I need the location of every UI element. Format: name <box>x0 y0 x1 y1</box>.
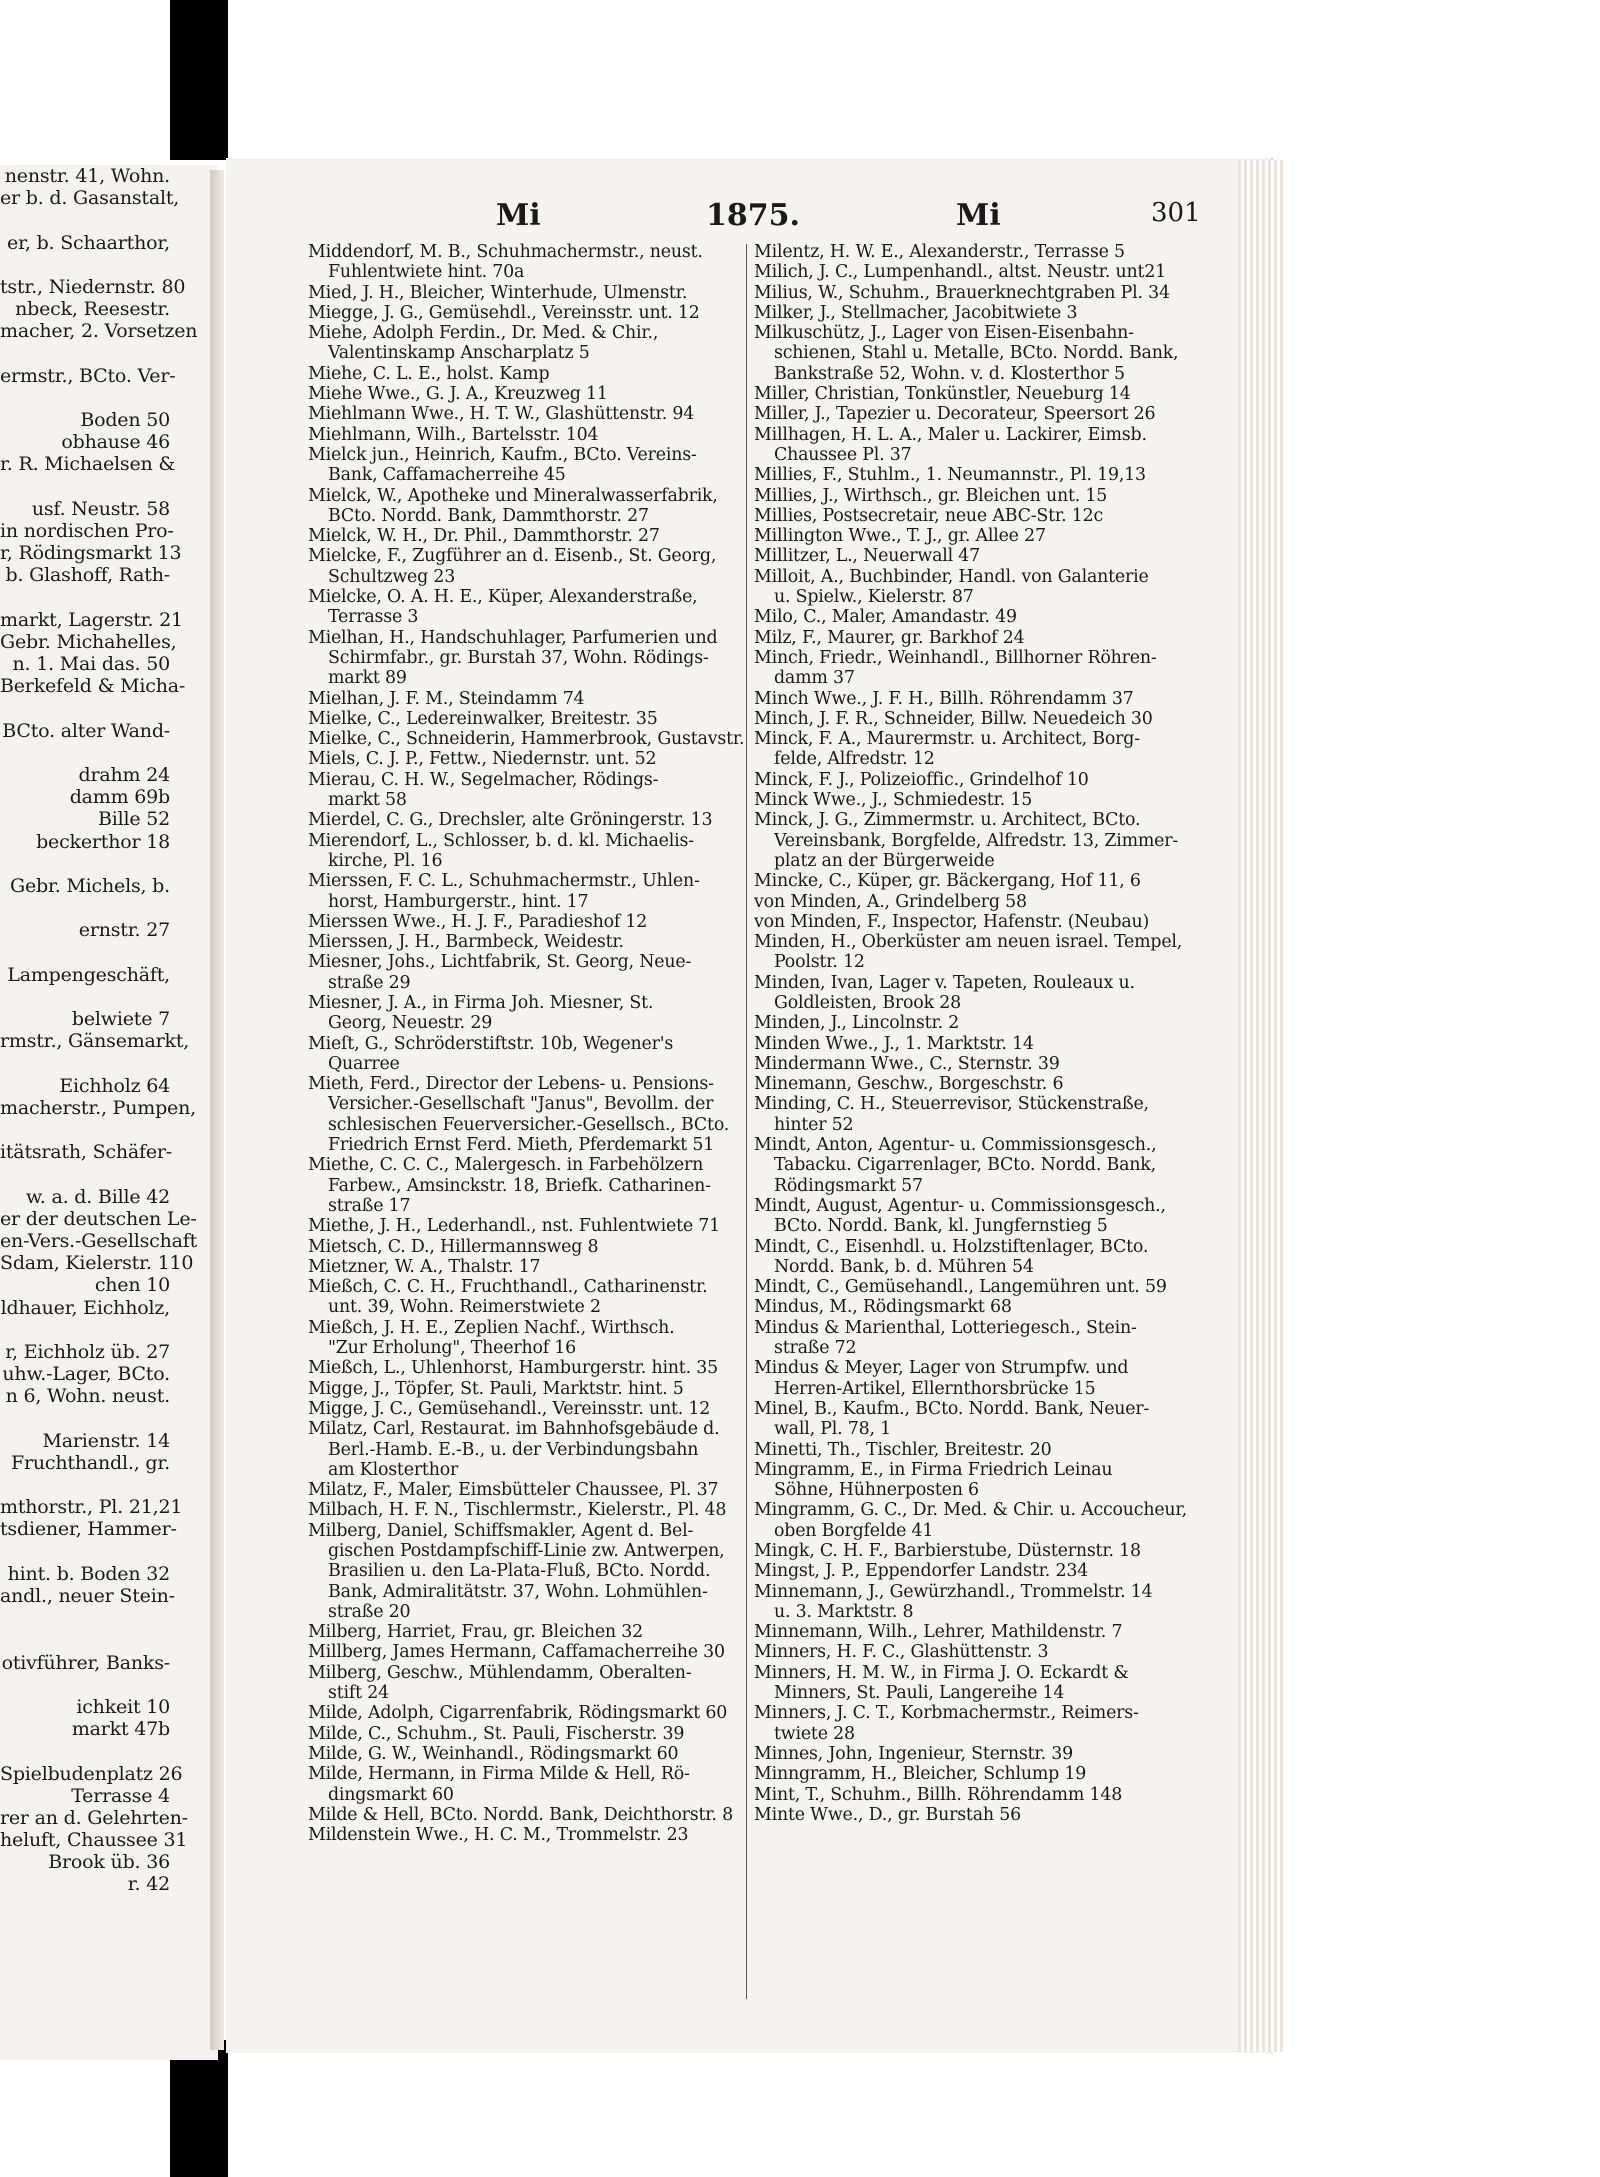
left-page-line: hint. b. Boden 32 <box>7 1562 170 1585</box>
left-page-line <box>0 986 218 1008</box>
entry-continuation: felde, Alfredstr. 12 <box>774 749 935 770</box>
entry-continuation: markt 89 <box>328 668 407 689</box>
directory-entry: Minners, J. C. T., Korbmachermstr., Reimers- <box>754 1703 1139 1724</box>
left-page-line: Brook üb. 36 <box>48 1851 170 1874</box>
directory-entry: Millies, F., Stuhlm., 1. Neumannstr., Pl. 19,13 <box>754 465 1146 486</box>
directory-entry: Minden, J., Lincolnstr. 2 <box>754 1013 960 1034</box>
left-page-line <box>0 853 218 875</box>
left-page-line: chen 10 <box>94 1274 170 1297</box>
column-b <box>754 242 1224 1825</box>
directory-entry: Milde, Hermann, in Firma Milde & Hell, Rö- <box>308 1764 690 1785</box>
entry-continuation: Bank, Caffamacherreihe 45 <box>328 465 566 486</box>
directory-entry: Mindt, C., Gemüsehandl., Langemühren unt. 59 <box>754 1277 1167 1298</box>
entry-continuation: Goldleisten, Brook 28 <box>774 992 961 1013</box>
directory-entry: Minden, Ivan, Lager v. Tapeten, Rouleaux u. <box>754 972 1135 993</box>
left-page-line: markt, Lagerstr. 21 <box>0 608 183 631</box>
left-page-line <box>0 1674 218 1696</box>
left-page-line: Gebr. Michahelles, <box>0 630 177 653</box>
left-page-line <box>0 587 218 609</box>
right-page <box>226 158 1273 2053</box>
entry-continuation: Schirmfabr., gr. Burstah 37, Wohn. Rödings- <box>328 647 709 668</box>
left-page-line: tstr., Niedernstr. 80 <box>0 275 186 298</box>
entry-continuation: straße 29 <box>328 972 411 993</box>
left-page-line: Sdam, Kielerstr. 110 <box>0 1252 194 1275</box>
directory-entry: Millitzer, L., Neuerwall 47 <box>754 546 981 567</box>
left-page-line: n 6, Wohn. neust. <box>5 1385 170 1408</box>
left-page-line <box>0 742 218 764</box>
left-page-line: heluft, Chaussee 31 <box>0 1829 188 1852</box>
entry-continuation: Bankstraße 52, Wohn. v. d. Klosterthor 5 <box>774 363 1125 384</box>
left-page-line: beckerthor 18 <box>36 830 170 853</box>
scan-bar-top <box>170 0 228 160</box>
left-page-line: rmstr., Gänsemarkt, <box>0 1030 190 1053</box>
left-page-line: rer an d. Gelehrten- <box>0 1806 188 1829</box>
directory-entry: Milich, J. C., Lumpenhandl., altst. Neustr. unt21 <box>754 262 1167 283</box>
entry-continuation: straße 72 <box>774 1338 857 1359</box>
left-page-line: macher, 2. Vorsetzen <box>0 320 198 343</box>
directory-entry: Mindus & Marienthal, Lotteriegesch., Stein- <box>754 1317 1137 1338</box>
entry-continuation: Valentinskamp Anscharplatz 5 <box>328 343 590 364</box>
left-page-line: r. R. Michaelsen & <box>0 453 176 476</box>
entry-continuation: BCto. Nordd. Bank, kl. Jungfernstieg 5 <box>774 1216 1108 1237</box>
directory-entry: Minners, H. M. W., in Firma J. O. Eckardt & <box>754 1662 1129 1683</box>
directory-entry: Mierendorf, L., Schlosser, b. d. kl. Michaelis- <box>308 830 694 851</box>
entry-continuation: u. 3. Marktstr. 8 <box>774 1601 914 1622</box>
directory-entry: Miesner, Johs., Lichtfabrik, St. Georg, Neue- <box>308 952 692 973</box>
directory-entry: Mingramm, E., in Firma Friedrich Leinau <box>754 1459 1113 1480</box>
directory-entry: Mielcke, O. A. H. E., Küper, Alexanderstraße, <box>308 587 698 608</box>
directory-entry: Minemann, Geschw., Borgeschstr. 6 <box>754 1074 1064 1095</box>
directory-entry: Mingramm, G. C., Dr. Med. & Chir. u. Accoucheur, <box>754 1500 1187 1521</box>
directory-entry: Mielke, C., Schneiderin, Hammerbrook, Gustavstr. <box>308 729 745 750</box>
directory-entry: Mieſt, G., Schröderstiftstr. 10b, Wegener's <box>308 1033 674 1054</box>
entry-continuation: Farbew., Amsinckstr. 18, Briefk. Catharinen- <box>328 1175 711 1196</box>
left-page-line: uhw.-Lager, BCto. <box>2 1363 170 1386</box>
directory-entry: Mindt, C., Eisenhdl. u. Holzstiftenlager, BCto. <box>754 1236 1149 1257</box>
left-page-line <box>0 1319 218 1341</box>
directory-entry: Migge, J., Töpfer, St. Pauli, Marktstr. hint. 5 <box>308 1378 684 1399</box>
entry-continuation: wall, Pl. 78, 1 <box>774 1419 892 1440</box>
directory-entry: Mielck, W., Apotheke und Mineralwasserfabrik, <box>308 485 718 506</box>
left-page-line <box>0 1629 218 1651</box>
left-page-line: nbeck, Reesestr. <box>15 298 170 321</box>
entry-continuation: straße 17 <box>328 1195 411 1216</box>
directory-entry: Minte Wwe., D., gr. Burstah 56 <box>754 1804 1021 1825</box>
left-page-line: markt 47b <box>71 1718 170 1741</box>
directory-entry: Minding, C. H., Steuerrevisor, Stückenstraße, <box>754 1094 1149 1115</box>
directory-entry: Milz, F., Maurer, gr. Barkhof 24 <box>754 627 1025 648</box>
left-page-line: Eichholz 64 <box>59 1074 170 1097</box>
directory-entry: Mingst, J. P., Eppendorfer Landstr. 234 <box>754 1561 1089 1582</box>
directory-entry: Mierssen Wwe., H. J. F., Paradieshof 12 <box>308 911 648 932</box>
left-page-line: r, Eichholz üb. 27 <box>5 1340 170 1363</box>
directory-entry: Minngramm, H., Bleicher, Schlump 19 <box>754 1764 1087 1785</box>
left-page-line <box>0 1163 218 1185</box>
left-page-line <box>0 1119 218 1141</box>
entry-continuation: Poolstr. 12 <box>774 952 865 973</box>
directory-entry: Milentz, H. W. E., Alexanderstr., Terrasse 5 <box>754 242 1125 262</box>
directory-entry: Milde, G. W., Weinhandl., Rödingsmarkt 60 <box>308 1743 679 1764</box>
directory-entry: Mierssen, F. C. L., Schuhmachermstr., Uhlen- <box>308 871 700 892</box>
directory-entry: Middendorf, M. B., Schuhmachermstr., neust. <box>308 242 703 262</box>
directory-entry: Miehe Wwe., G. J. A., Kreuzweg 11 <box>308 384 608 405</box>
directory-entry: Mingk, C. H. F., Barbierstube, Düsternstr. 18 <box>754 1541 1141 1561</box>
entry-continuation: u. Spielw., Kielerstr. 87 <box>774 587 974 608</box>
entry-continuation: schlesischen Feuerversicher.-Gesellsch., BCto. <box>328 1114 730 1135</box>
directory-entry: Millies, Postsecretair, neue ABC-Str. 12c <box>754 505 1104 526</box>
directory-entry: Mielcke, F., Zugführer an d. Eisenb., St. Georg, <box>308 546 717 567</box>
directory-entry: Miels, C. J. P., Fettw., Niedernstr. unt. 52 <box>308 749 657 770</box>
directory-entry: Mießch, C. C. H., Fruchthandl., Catharinenstr. <box>308 1277 708 1298</box>
directory-entry: Mied, J. H., Bleicher, Winterhude, Ulmenstr. <box>308 282 688 303</box>
directory-entry: Miller, J., Tapezier u. Decorateur, Speersort 26 <box>754 404 1156 425</box>
left-page-line: ernstr. 27 <box>78 919 170 942</box>
left-page-line <box>0 1474 218 1496</box>
directory-entry: von Minden, F., Inspector, Hafenstr. (Neubau) <box>754 911 1150 932</box>
left-page-line: r. 42 <box>127 1873 170 1896</box>
entry-continuation: Chaussee Pl. 37 <box>774 444 912 465</box>
entry-continuation: damm 37 <box>774 668 855 689</box>
directory-entry: Mindermann Wwe., C., Sternstr. 39 <box>754 1053 1060 1074</box>
directory-entry: Milde & Hell, BCto. Nordd. Bank, Deichthorstr. 8 <box>308 1804 733 1825</box>
directory-entry: Miehlmann Wwe., H. T. W., Glashüttenstr. 94 <box>308 404 695 425</box>
left-page-line: nenstr. 41, Wohn. <box>4 165 170 187</box>
entry-continuation: "Zur Erholung", Theerhof 16 <box>328 1338 577 1359</box>
left-page-line: Boden 50 <box>80 409 170 432</box>
directory-entry: Mießch, L., Uhlenhorst, Hamburgerstr. hint. 35 <box>308 1358 718 1379</box>
directory-entry: Milloit, A., Buchbinder, Handl. von Galanterie <box>754 566 1149 587</box>
left-page-line <box>0 476 218 498</box>
directory-entry: Mielke, C., Ledereinwalker, Breitestr. 35 <box>308 708 658 729</box>
left-page-line: Gebr. Michels, b. <box>9 875 170 897</box>
scan-bar-bottom <box>170 2040 228 2177</box>
directory-entry: Miehe, C. L. E., holst. Kamp <box>308 363 550 384</box>
directory-entry: Mieth, Ferd., Director der Lebens- u. Pensions- <box>308 1074 714 1095</box>
directory-entry: Mierdel, C. G., Drechsler, alte Gröningerstr. 13 <box>308 810 713 831</box>
left-page-line <box>0 343 218 365</box>
left-page-line <box>0 897 218 919</box>
left-page-line: ichkeit 10 <box>76 1695 170 1718</box>
entry-continuation: platz an der Bürgerweide <box>774 850 995 871</box>
directory-entry: Minnemann, Wilh., Lehrer, Mathildenstr. 7 <box>754 1622 1123 1643</box>
directory-entry: Minck Wwe., J., Schmiedestr. 15 <box>754 790 1033 811</box>
directory-entry: Mincke, C., Küper, gr. Bäckergang, Hof 11, 6 <box>754 871 1141 892</box>
entry-continuation: Fuhlentwiete hint. 70a <box>328 262 525 283</box>
left-page-line <box>0 209 218 231</box>
left-page-line: Lampengeschäft, <box>7 963 170 986</box>
left-page-line: Bille 52 <box>97 808 170 831</box>
left-page-line: andl., neuer Stein- <box>0 1585 175 1607</box>
directory-entry: Millhagen, H. L. A., Maler u. Lackirer, Eimsb. <box>754 424 1147 445</box>
directory-entry: Mildenstein Wwe., H. C. M., Trommelstr. 23 <box>308 1825 689 1846</box>
page-number: 301 <box>1151 198 1201 228</box>
entry-continuation: Schultzweg 23 <box>328 566 456 587</box>
directory-entry: Mierau, C. H. W., Segelmacher, Rödings- <box>308 769 659 790</box>
entry-continuation: gischen Postdampfschiff-Linie zw. Antwerpen, <box>328 1541 725 1561</box>
directory-entry: Miehe, Adolph Ferdin., Dr. Med. & Chir., <box>308 323 659 344</box>
directory-entry: Mielhan, H., Handschuhlager, Parfumerien und <box>308 627 718 648</box>
left-page-line <box>0 1607 218 1629</box>
left-page-line: belwiete 7 <box>71 1008 170 1031</box>
directory-entry: Miesner, J. A., in Firma Joh. Miesner, St. <box>308 992 654 1013</box>
left-page-line: macherstr., Pumpen, <box>0 1096 196 1119</box>
column-a <box>308 242 748 1845</box>
left-page-line: tsdiener, Hammer- <box>0 1518 177 1541</box>
directory-entry: Mietzner, W. A., Thalstr. 17 <box>308 1256 541 1277</box>
directory-entry: Minden, H., Oberküster am neuen israel. Tempel, <box>754 932 1183 953</box>
directory-entry: Minners, H. F. C., Glashüttenstr. 3 <box>754 1642 1049 1663</box>
left-page-line: damm 69b <box>69 786 170 809</box>
directory-entry: Milde, Adolph, Cigarrenfabrik, Rödingsmarkt 60 <box>308 1703 728 1724</box>
page-edge <box>1238 160 1283 2052</box>
directory-entry: Minck, F. A., Maurermstr. u. Architect, Borg- <box>754 729 1140 750</box>
entry-continuation: schienen, Stahl u. Metalle, BCto. Nordd. Bank, <box>774 343 1179 364</box>
entry-continuation: BCto. Nordd. Bank, Dammthorstr. 27 <box>328 505 649 526</box>
left-page-line: usf. Neustr. 58 <box>31 497 170 520</box>
directory-entry: Minel, B., Kaufm., BCto. Nordd. Bank, Neuer- <box>754 1398 1150 1419</box>
directory-entry: Milius, W., Schuhm., Brauerknechtgraben Pl. 34 <box>754 282 1170 303</box>
left-page-line: obhause 46 <box>61 431 170 454</box>
entry-continuation: Georg, Neuestr. 29 <box>328 1013 493 1034</box>
left-page-line: itätsrath, Schäfer- <box>0 1141 172 1164</box>
entry-continuation: Herren-Artikel, Ellernthorsbrücke 15 <box>774 1378 1096 1399</box>
directory-entry: Millberg, James Hermann, Caffamacherreihe 30 <box>308 1642 725 1663</box>
entry-continuation: twiete 28 <box>774 1723 855 1744</box>
left-page-line: er, b. Schaarthor, <box>7 231 170 254</box>
directory-entry: Milkuschütz, J., Lager von Eisen-Eisenbahn- <box>754 323 1134 344</box>
left-page-line: er b. d. Gasanstalt, <box>0 187 180 210</box>
left-page-line: ermstr., BCto. Ver- <box>0 364 176 387</box>
header-year: 1875. <box>706 198 800 233</box>
header-right-marker: Mi <box>956 198 1001 233</box>
directory-entry: Millies, J., Wirthsch., gr. Bleichen unt. 15 <box>754 485 1108 506</box>
directory-entry: Minnes, John, Ingenieur, Sternstr. 39 <box>754 1743 1073 1764</box>
entry-continuation: Tabacku. Cigarrenlager, BCto. Nordd. Bank, <box>774 1155 1156 1176</box>
directory-entry: Milbach, H. F. N., Tischlermstr., Kielerstr., Pl. 48 <box>308 1500 727 1521</box>
directory-entry: Mierssen, J. H., Barmbeck, Weidestr. <box>308 932 624 953</box>
directory-entry: Milberg, Geschw., Mühlendamm, Oberalten- <box>308 1662 692 1683</box>
entry-continuation: Versicher.-Gesellschaft "Janus", Bevollm. der <box>328 1094 714 1115</box>
left-page-line: w. a. d. Bille 42 <box>26 1185 170 1208</box>
book-gutter <box>210 170 224 2050</box>
entry-continuation: dingsmarkt 60 <box>328 1784 454 1805</box>
entry-continuation: Vereinsbank, Borgfelde, Alfredstr. 13, Zimmer- <box>774 830 1179 851</box>
left-page-line <box>0 387 218 409</box>
directory-entry: Miethe, C. C. C., Malergesch. in Farbehölzern <box>308 1155 704 1176</box>
directory-entry: Milo, C., Maler, Amandastr. 49 <box>754 607 1017 628</box>
directory-entry: Miller, Christian, Tonkünstler, Neueburg 14 <box>754 384 1131 405</box>
left-page-line <box>0 1740 218 1762</box>
directory-entry: Mindus, M., Rödingsmarkt 68 <box>754 1297 1012 1318</box>
entry-continuation: straße 20 <box>328 1601 411 1622</box>
left-page-line: er der deutschen Le- <box>0 1207 197 1230</box>
entry-continuation: Terrasse 3 <box>328 607 419 628</box>
directory-entry: Migge, J. C., Gemüsehandl., Vereinsstr. unt. 12 <box>308 1398 711 1419</box>
left-page-line <box>0 1541 218 1563</box>
entry-continuation: kirche, Pl. 16 <box>328 850 443 871</box>
left-page-line <box>0 942 218 964</box>
left-page-line: in nordischen Pro- <box>0 520 174 542</box>
left-page-line: Spielbudenplatz 26 <box>0 1762 183 1785</box>
directory-entry: Minch, J. F. R., Schneider, Billw. Neuedeich 30 <box>754 708 1153 729</box>
entry-continuation: Minners, St. Pauli, Langereihe 14 <box>774 1683 1065 1704</box>
entry-continuation: Söhne, Hühnerposten 6 <box>774 1480 979 1501</box>
left-page-line: Terrasse 4 <box>71 1784 170 1807</box>
entry-continuation: horst, Hamburgerstr., hint. 17 <box>328 891 589 912</box>
entry-continuation: unt. 39, Wohn. Reimerstwiete 2 <box>328 1297 601 1318</box>
directory-entry: Minnemann, J., Gewürzhandl., Trommelstr. 14 <box>754 1581 1153 1602</box>
directory-entry: Mietsch, C. D., Hillermannsweg 8 <box>308 1236 599 1257</box>
left-page-line <box>0 1053 218 1075</box>
entry-continuation: hinter 52 <box>774 1114 854 1135</box>
left-page-fragment <box>0 165 218 2060</box>
directory-entry: Minetti, Th., Tischler, Breitestr. 20 <box>754 1439 1052 1460</box>
entry-continuation: stift 24 <box>328 1683 389 1704</box>
directory-entry: Milatz, F., Maler, Eimsbütteler Chaussee, Pl. 37 <box>308 1480 719 1501</box>
left-page-line: en-Vers.-Gesellschaft <box>0 1230 198 1252</box>
header-left-marker: Mi <box>496 198 541 233</box>
directory-entry: Mint, T., Schuhm., Billh. Röhrendamm 148 <box>754 1784 1123 1805</box>
entry-continuation: Nordd. Bank, b. d. Mühren 54 <box>774 1256 1034 1277</box>
directory-entry: Miegge, J. G., Gemüsehdl., Vereinsstr. unt. 12 <box>308 302 700 323</box>
directory-entry: Minck, J. G., Zimmermstr. u. Architect, BCto. <box>754 810 1141 831</box>
left-page-line: BCto. alter Wand- <box>2 719 170 742</box>
directory-entry: Minden Wwe., J., 1. Marktstr. 14 <box>754 1033 1034 1054</box>
entry-continuation: Rödingsmarkt 57 <box>774 1175 923 1196</box>
left-page-line: drahm 24 <box>78 764 170 787</box>
entry-continuation: am Klosterthor <box>328 1459 459 1480</box>
left-page-line: Marienstr. 14 <box>42 1429 170 1452</box>
directory-entry: Mielck jun., Heinrich, Kaufm., BCto. Vereins- <box>308 444 697 465</box>
entry-continuation: Berl.-Hamb. E.-B., u. der Verbindungsbahn <box>328 1439 699 1460</box>
entry-continuation: Brasilien u. den La-Plata-Fluß, BCto. Nordd. <box>328 1561 711 1582</box>
page-header <box>226 198 1236 238</box>
left-page-line: b. Glashoff, Rath- <box>5 564 170 587</box>
directory-entry: Mielhan, J. F. M., Steindamm 74 <box>308 688 585 709</box>
left-page-line <box>0 698 218 720</box>
left-page-line: r, Rödingsmarkt 13 <box>0 542 182 565</box>
left-page-line: ldhauer, Eichholz, <box>0 1296 170 1319</box>
entry-continuation: markt 58 <box>328 790 407 811</box>
directory-entry: Milberg, Daniel, Schiffsmakler, Agent d. Bel- <box>308 1520 694 1541</box>
directory-entry: Minch, Friedr., Weinhandl., Billhorner Röhren- <box>754 647 1157 668</box>
directory-entry: Minch Wwe., J. F. H., Billh. Röhrendamm 37 <box>754 688 1134 709</box>
directory-entry: Minck, F. J., Polizeioffic., Grindelhof 10 <box>754 769 1089 790</box>
directory-entry: Milberg, Harriet, Frau, gr. Bleichen 32 <box>308 1622 643 1643</box>
directory-entry: Milde, C., Schuhm., St. Pauli, Fischerstr. 39 <box>308 1723 685 1744</box>
left-page-line <box>0 1408 218 1430</box>
directory-entry: Mielck, W. H., Dr. Phil., Dammthorstr. 27 <box>308 526 660 547</box>
directory-entry: Miehlmann, Wilh., Bartelsstr. 104 <box>308 424 599 445</box>
entry-continuation: Quarree <box>328 1053 400 1074</box>
directory-entry: Mindt, Anton, Agentur- u. Commissionsgesch., <box>754 1135 1157 1156</box>
directory-entry: Mindt, August, Agentur- u. Commissionsgesch., <box>754 1195 1166 1216</box>
column-divider <box>746 244 747 1999</box>
entry-continuation: Bank, Admiralitätstr. 37, Wohn. Lohmühlen- <box>328 1581 708 1602</box>
entry-continuation: Friedrich Ernst Ferd. Mieth, Pferdemarkt 51 <box>328 1135 715 1156</box>
left-page-line <box>0 254 218 276</box>
directory-entry: von Minden, A., Grindelberg 58 <box>754 891 1027 912</box>
directory-entry: Milatz, Carl, Restaurat. im Bahnhofsgebäude d. <box>308 1419 720 1440</box>
directory-entry: Mießch, J. H. E., Zeplien Nachf., Wirthsch. <box>308 1317 675 1338</box>
left-page-line: mthorstr., Pl. 21,21 <box>0 1496 183 1519</box>
directory-entry: Millington Wwe., T. J., gr. Allee 27 <box>754 526 1046 547</box>
left-page-line: n. 1. Mai das. 50 <box>12 653 170 676</box>
directory-entry: Mindus & Meyer, Lager von Strumpfw. und <box>754 1358 1129 1379</box>
directory-entry: Milker, J., Stellmacher, Jacobitwiete 3 <box>754 302 1078 323</box>
left-page-line: otivführer, Banks- <box>1 1651 170 1674</box>
directory-entry: Miethe, J. H., Lederhandl., nst. Fuhlentwiete 71 <box>308 1216 721 1237</box>
left-page-line: Fruchthandl., gr. <box>11 1451 170 1474</box>
entry-continuation: oben Borgfelde 41 <box>774 1520 934 1541</box>
left-page-line: Berkefeld & Micha- <box>0 675 186 698</box>
